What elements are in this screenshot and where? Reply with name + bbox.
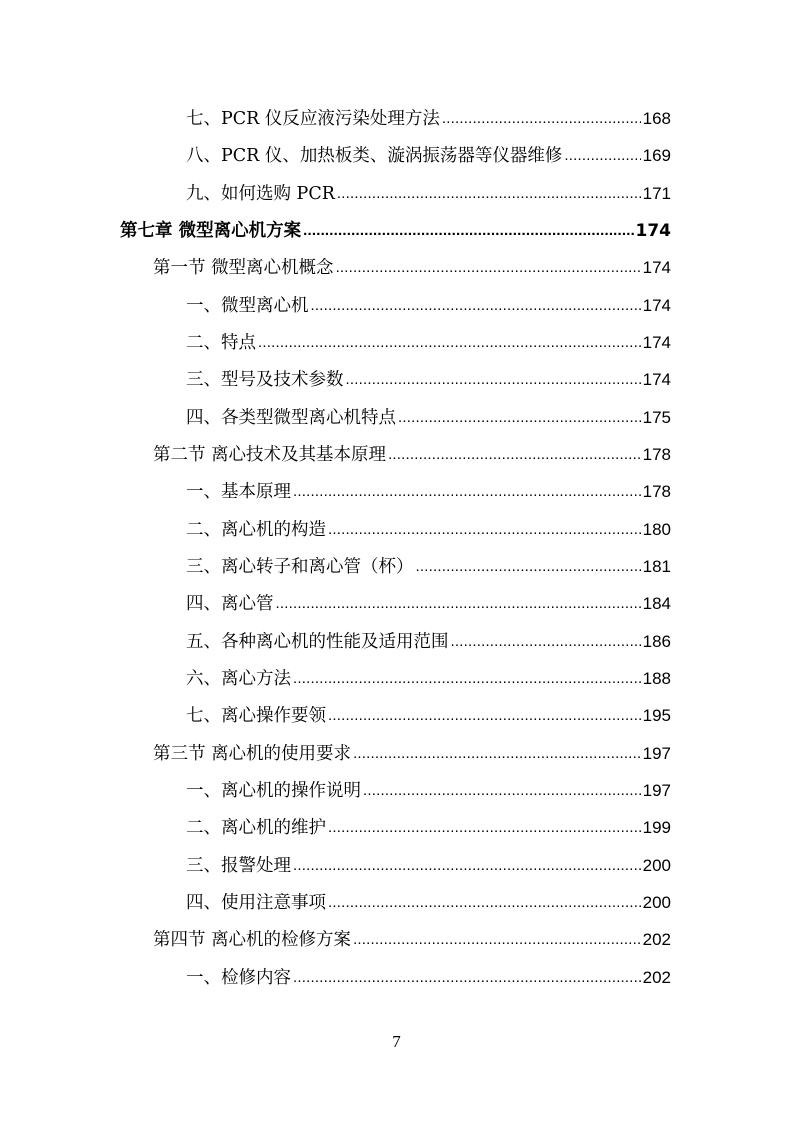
toc-entry-page: 188 [642,669,671,688]
toc-entry[interactable] [186,369,671,391]
leader-dots [346,369,641,391]
toc-entry-page: 200 [642,893,671,912]
toc-entry-title: 二、特点 [186,333,256,353]
toc-entry[interactable] [186,855,671,877]
leader-dots [416,556,641,578]
toc-entry-title: 四、各类型微型离心机特点 [186,408,396,428]
toc-entry-page: 197 [642,744,671,763]
toc-entry-page: 175 [642,408,671,427]
leader-dots [336,257,641,279]
leader-dots [276,593,641,615]
toc-entry-title: 五、各种离心机的性能及适用范围 [186,632,449,652]
leader-dots [311,295,641,317]
toc-entry-page: 174 [642,296,671,315]
toc-entry-page: 202 [642,968,671,987]
toc-entry-page: 202 [642,930,671,949]
leader-dots [328,519,641,541]
leader-dots [564,145,640,167]
toc-entry-page: 200 [642,856,671,875]
toc-entry-page: 195 [642,706,671,725]
toc-entry-title: 八、PCR 仪、加热板类、漩涡振荡器等仪器维修 [186,146,563,166]
toc-entry[interactable] [186,407,671,429]
leader-dots [337,183,641,205]
toc-entry-page: 181 [642,557,671,576]
leader-dots [328,817,641,839]
toc-entry[interactable] [186,817,671,839]
toc-entry[interactable] [186,295,671,317]
toc-entry-title: 一、离心机的操作说明 [186,781,361,801]
toc-entry-page: 174 [642,333,671,352]
toc-entry[interactable] [186,519,671,541]
leader-dots [303,220,633,242]
toc-entry-title: 第七章 微型离心机方案 [120,221,302,241]
toc-entry-title: 四、使用注意事项 [186,893,326,913]
toc-entry-title: 六、离心方法 [186,669,291,689]
toc-section-entry[interactable] [153,444,671,466]
toc-entry[interactable] [186,705,671,727]
toc-entry-title: 三、型号及技术参数 [186,370,344,390]
toc-entry[interactable] [186,145,671,167]
leader-dots [451,631,641,653]
toc-entry-page: 171 [642,184,671,203]
toc-entry[interactable] [186,481,671,503]
leader-dots [363,780,641,802]
toc-entry-page: 178 [642,445,671,464]
toc-entry-title: 一、微型离心机 [186,296,309,316]
toc-entry[interactable] [186,892,671,914]
toc-section-entry[interactable] [153,929,671,951]
leader-dots [328,705,641,727]
toc-entry-title: 二、离心机的维护 [186,818,326,838]
toc-entry-title: 一、基本原理 [186,482,291,502]
toc-entry-page: 199 [642,818,671,837]
toc-entry-title: 九、如何选购 PCR [186,184,335,204]
toc-entry-title: 第三节 离心机的使用要求 [153,744,352,764]
toc-entry-page: 174 [635,221,671,241]
leader-dots [442,108,641,130]
leader-dots [328,892,641,914]
toc-entry-page: 180 [642,520,671,539]
toc-entry-page: 197 [642,781,671,800]
leader-dots [353,929,641,951]
toc-entry[interactable] [186,631,671,653]
toc-entry-page: 184 [642,594,671,613]
toc-chapter-entry[interactable] [120,220,671,242]
leader-dots [398,407,641,429]
toc-entry-page: 178 [642,482,671,501]
toc-entry-page: 168 [642,109,671,128]
toc-entry[interactable] [186,108,671,130]
toc-entry-page: 186 [642,632,671,651]
toc-entry-title: 一、检修内容 [186,968,291,988]
leader-dots [293,481,641,503]
toc-entry-title: 第四节 离心机的检修方案 [153,930,352,950]
toc-entry-title: 七、PCR 仪反应液污染处理方法 [186,109,440,129]
page-number: 7 [392,1032,401,1051]
toc-entry[interactable] [186,183,671,205]
toc-entry-page: 169 [642,146,671,165]
toc-entry[interactable] [186,332,671,354]
leader-dots [258,332,641,354]
toc-entry[interactable] [186,780,671,802]
toc-entry[interactable] [186,967,671,989]
leader-dots [293,967,641,989]
toc-entry-title: 第二节 离心技术及其基本原理 [153,445,387,465]
toc-entry[interactable] [186,556,671,578]
toc-entry-title: 四、离心管 [186,594,274,614]
leader-dots [293,668,641,690]
toc-entry-title: 三、报警处理 [186,856,291,876]
toc-entry-title: 第一节 微型离心机概念 [153,258,334,278]
toc-section-entry[interactable] [153,743,671,765]
toc-entry-page: 174 [642,258,671,277]
leader-dots [293,855,641,877]
leader-dots [388,444,641,466]
toc-entry[interactable] [186,593,671,615]
toc-entry[interactable] [186,668,671,690]
toc-entry-title: 二、离心机的构造 [186,520,326,540]
toc-entry-title: 三、离心转子和离心管（杯） [186,557,414,577]
toc-section-entry[interactable] [153,257,671,279]
toc-entry-page: 174 [642,370,671,389]
toc-entry-title: 七、离心操作要领 [186,706,326,726]
leader-dots [353,743,641,765]
